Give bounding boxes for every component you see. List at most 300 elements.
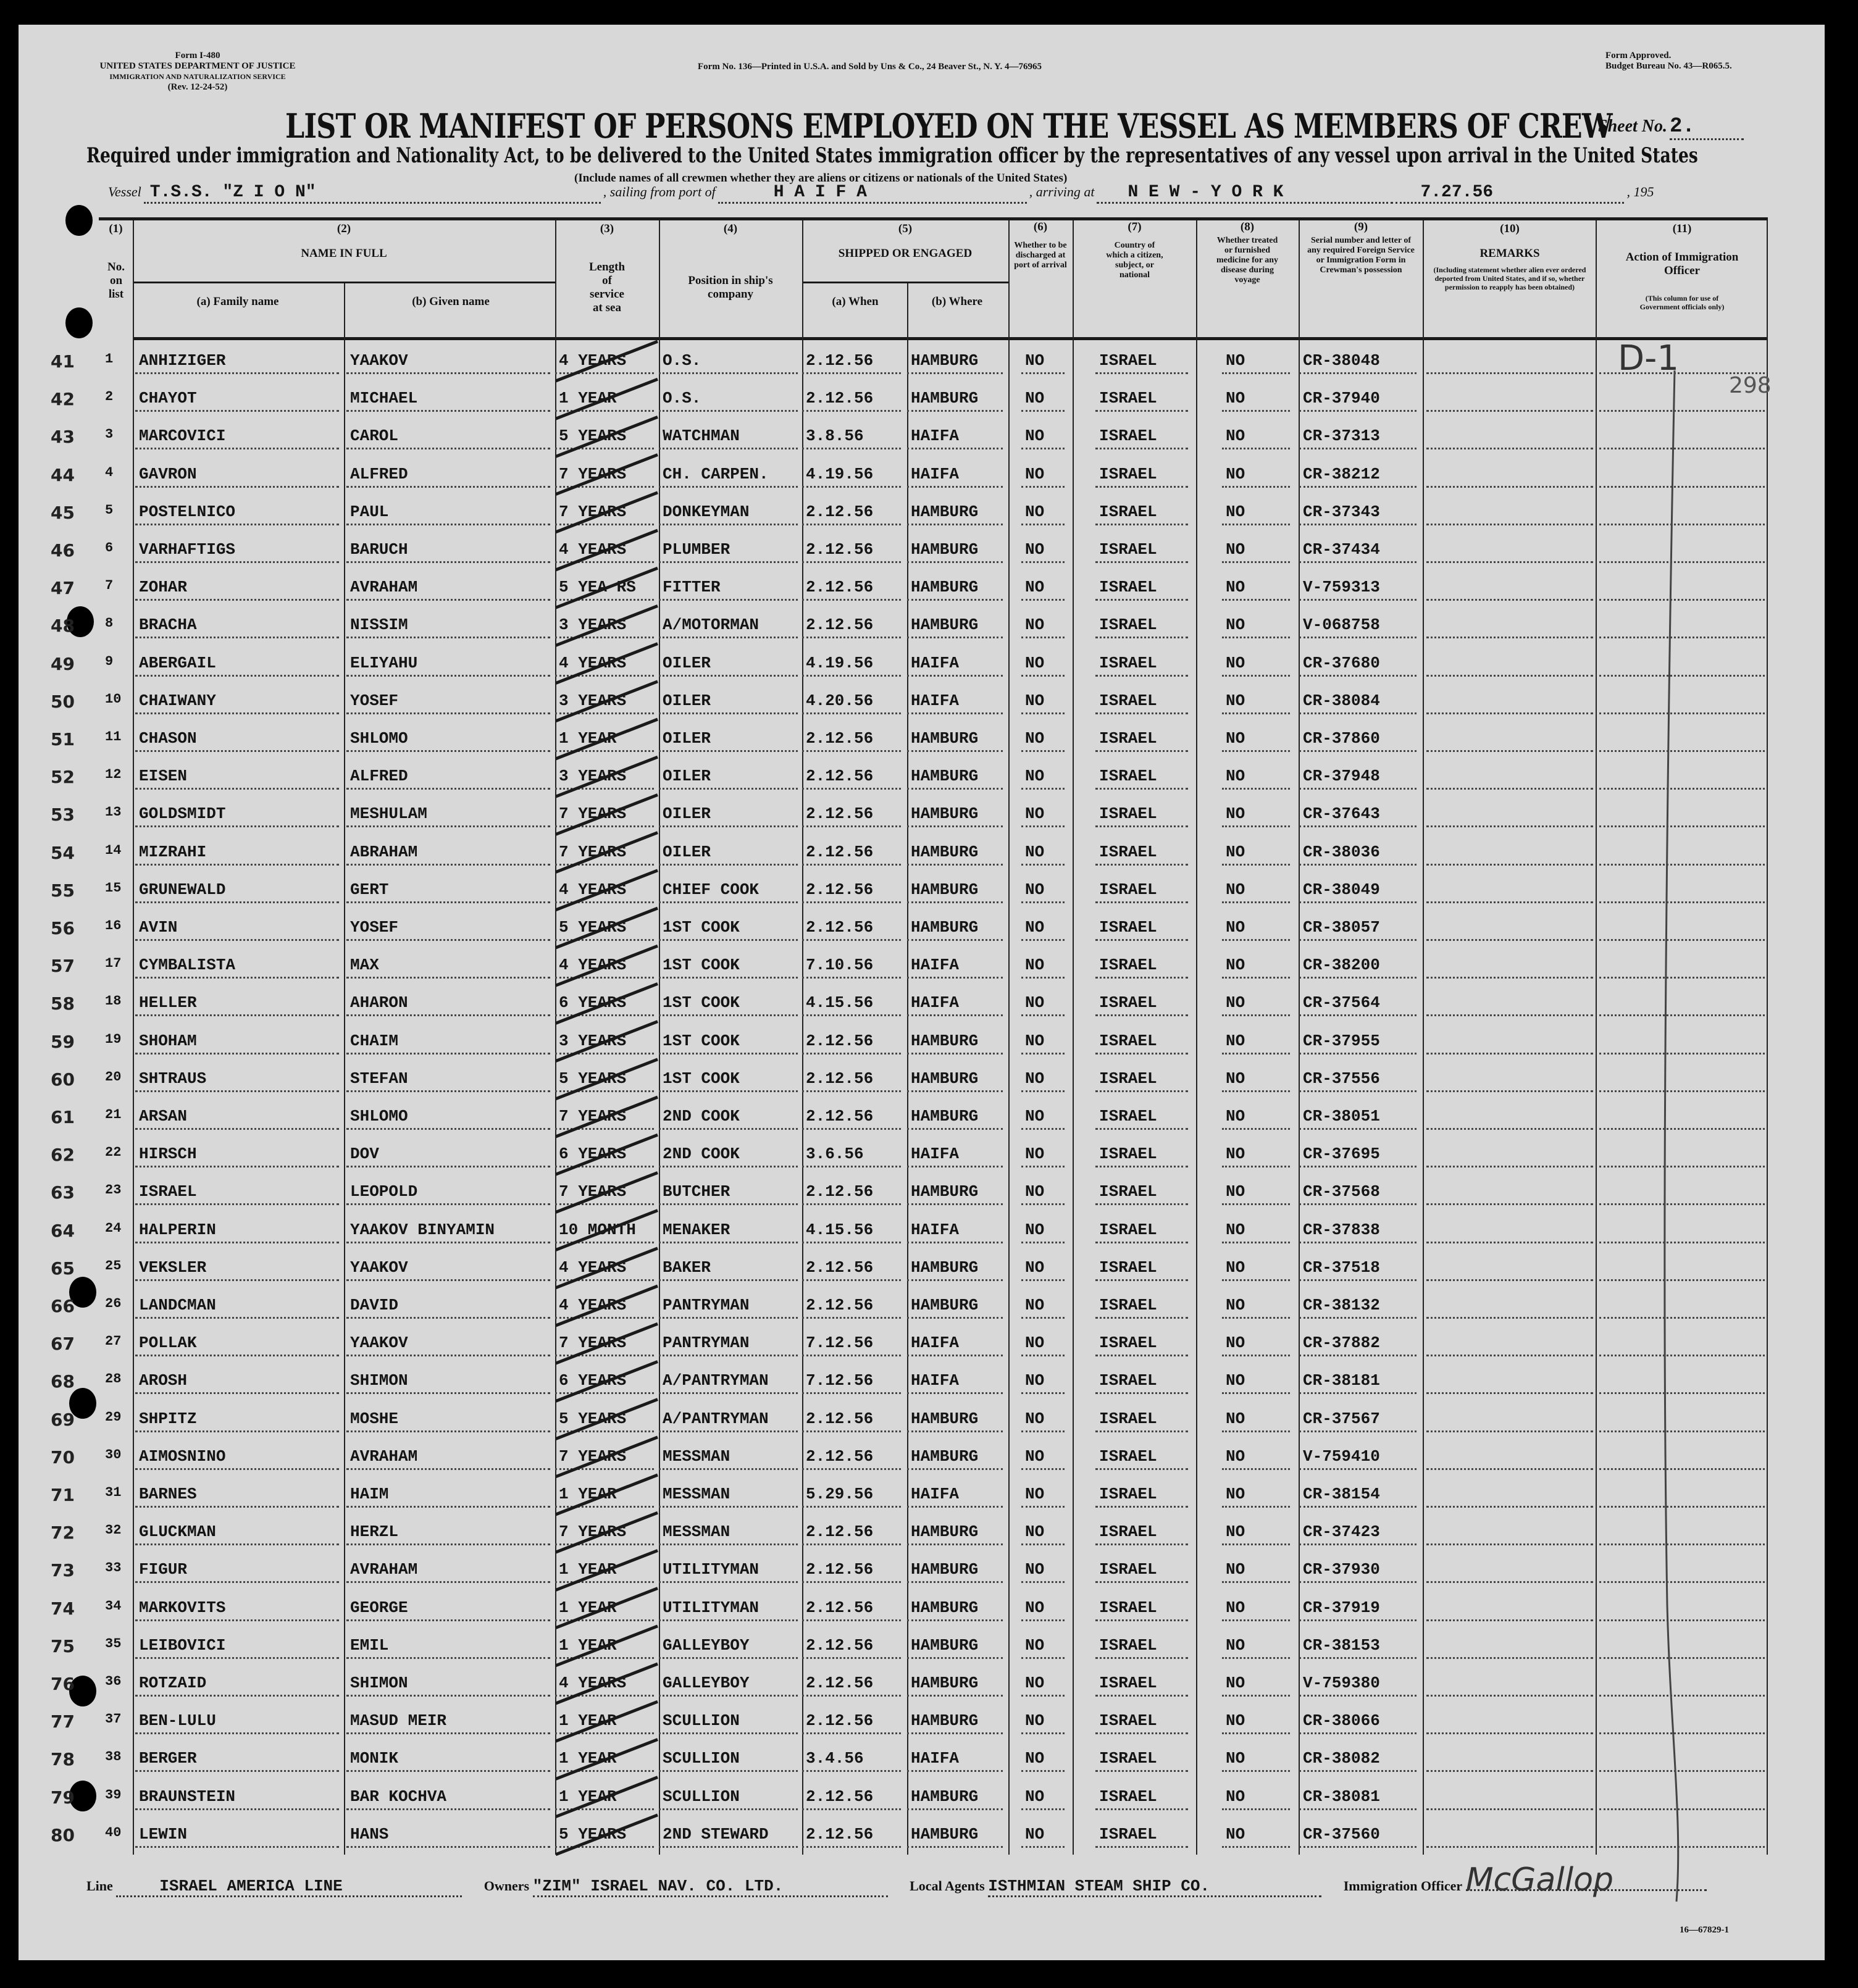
when-cell: 7.12.56 <box>806 1371 874 1390</box>
check-slash <box>556 530 658 570</box>
family-cell: HELLER <box>139 993 197 1013</box>
country-cell: ISRAEL <box>1099 691 1157 710</box>
position-cell: GALLEYBOY <box>663 1674 750 1692</box>
service-cell: 6 YEARS <box>559 1145 627 1164</box>
serial-cell: CR-38154 <box>1303 1485 1380 1503</box>
sequence-number: 62 <box>51 1145 75 1166</box>
country-cell: ISRAEL <box>1099 1824 1157 1844</box>
list-number: 37 <box>105 1711 122 1727</box>
check-slash <box>556 1324 658 1363</box>
when-cell: 2.12.56 <box>806 1069 874 1088</box>
check-slash <box>556 455 658 495</box>
country-cell: ISRAEL <box>1099 1560 1157 1579</box>
subtitle: Required under immigration and Nationality Act, to be delivered to the United States immigration officer by the representatives of any vessel upon arrival in the United States <box>86 143 1698 168</box>
medicine-cell: NO <box>1226 1334 1245 1353</box>
where-cell: HAMBURG <box>911 1635 979 1655</box>
departure-port: H A I F A <box>718 183 1027 204</box>
col10-header: (10) REMARKS (Including statement whether alien ever ordered deported from United States, and if so, whether permission to reapply has been obtained) <box>1424 222 1596 291</box>
check-slash <box>556 984 658 1023</box>
when-cell: 2.12.56 <box>806 1560 874 1579</box>
given-cell: MESHULAM <box>350 804 427 824</box>
when-cell: 2.12.56 <box>806 502 874 521</box>
serial-cell: CR-37518 <box>1303 1258 1380 1277</box>
owners-label: Owners <box>483 1878 530 1894</box>
list-number: 9 <box>105 653 114 669</box>
country-cell: ISRAEL <box>1099 1031 1157 1050</box>
position-cell: 2ND COOK <box>663 1107 740 1126</box>
check-slash <box>556 1172 658 1212</box>
list-number: 36 <box>105 1674 122 1689</box>
arrival-port: N E W - Y O R K <box>1097 183 1393 204</box>
sequence-number: 57 <box>51 956 75 977</box>
medicine-cell: NO <box>1226 1069 1245 1088</box>
where-cell: HAMBURG <box>911 502 979 521</box>
position-cell: 1ST COOK <box>663 1031 740 1050</box>
serial-cell: CR-37313 <box>1303 427 1380 446</box>
sequence-number: 79 <box>51 1787 75 1808</box>
serial-cell: V-759313 <box>1303 578 1380 597</box>
col4-header: (4) Position in ship's company <box>688 222 773 301</box>
when-cell: 2.12.56 <box>806 351 874 370</box>
discharged-cell: NO <box>1025 691 1045 710</box>
family-cell: BERGER <box>139 1749 197 1768</box>
when-cell: 2.12.56 <box>806 1031 874 1050</box>
position-cell: A/PANTRYMAN <box>663 1409 769 1428</box>
position-cell: SCULLION <box>663 1711 740 1731</box>
family-cell: ROTZAID <box>139 1674 207 1692</box>
country-cell: ISRAEL <box>1099 351 1157 370</box>
check-slash <box>556 1059 658 1099</box>
service-cell: 5 YEARS <box>559 427 627 446</box>
service-cell: 1 YEAR <box>559 1635 617 1655</box>
sailing-label: , sailing from port of <box>603 184 716 199</box>
col11-label: Action of Immigration Officer <box>1625 251 1739 277</box>
sequence-number: 43 <box>51 427 75 448</box>
family-cell: HALPERIN <box>139 1220 216 1239</box>
discharged-cell: NO <box>1025 502 1045 521</box>
when-cell: 2.12.56 <box>806 1598 874 1617</box>
discharged-cell: NO <box>1025 1258 1045 1277</box>
check-slash <box>556 1211 658 1250</box>
family-cell: GOLDSMIDT <box>139 804 226 824</box>
medicine-cell: NO <box>1226 653 1245 672</box>
col5-label: SHIPPED OR ENGAGED <box>838 247 973 260</box>
family-cell: EISEN <box>139 767 188 786</box>
where-cell: HAMBURG <box>911 804 979 824</box>
given-cell: MONIK <box>350 1749 399 1768</box>
col10-note: (Including statement whether alien ever ordered deported from United States, and if so, whether permission to reapply has been obtained) <box>1433 265 1586 291</box>
given-cell: MICHAEL <box>350 389 418 408</box>
serial-cell: CR-38084 <box>1303 691 1380 710</box>
when-cell: 7.10.56 <box>806 956 874 975</box>
when-cell: 2.12.56 <box>806 1824 874 1844</box>
family-cell: ISRAEL <box>139 1182 197 1201</box>
given-cell: AHARON <box>350 993 408 1013</box>
position-cell: MESSMAN <box>663 1522 730 1542</box>
discharged-cell: NO <box>1025 1674 1045 1692</box>
check-slash <box>556 1400 658 1439</box>
medicine-cell: NO <box>1226 1560 1245 1579</box>
sequence-number: 71 <box>51 1485 75 1505</box>
serial-cell: CR-38181 <box>1303 1371 1380 1390</box>
given-cell: AVRAHAM <box>350 1447 418 1466</box>
medicine-cell: NO <box>1226 1787 1245 1806</box>
when-cell: 2.12.56 <box>806 1674 874 1692</box>
family-cell: GAVRON <box>139 464 197 483</box>
when-cell: 2.12.56 <box>806 842 874 861</box>
given-cell: DAVID <box>350 1296 399 1314</box>
medicine-cell: NO <box>1226 767 1245 786</box>
service-cell: 7 YEARS <box>559 1182 627 1201</box>
check-slash <box>556 1626 658 1666</box>
col8-label: Whether treated or furnished medicine for any disease during voyage <box>1216 236 1279 285</box>
where-cell: HAIFA <box>911 1749 960 1768</box>
check-slash <box>556 1361 658 1401</box>
serial-cell: CR-37643 <box>1303 804 1380 824</box>
discharged-cell: NO <box>1025 1485 1045 1503</box>
country-cell: ISRAEL <box>1099 1749 1157 1768</box>
discharged-cell: NO <box>1025 918 1045 937</box>
year-label: , 195 <box>1626 184 1654 199</box>
where-cell: HAMBURG <box>911 1787 979 1806</box>
given-cell: SHIMON <box>350 1371 408 1390</box>
sequence-number: 45 <box>51 502 75 523</box>
position-cell: A/PANTRYMAN <box>663 1371 769 1390</box>
sequence-number: 46 <box>51 540 75 561</box>
arriving-label: , arriving at <box>1029 184 1095 199</box>
discharged-cell: NO <box>1025 1522 1045 1542</box>
col2a-header: (a) Family name <box>196 295 279 308</box>
serial-cell: V-759380 <box>1303 1674 1380 1692</box>
when-cell: 2.12.56 <box>806 540 874 559</box>
serial-cell: V-759410 <box>1303 1447 1380 1466</box>
when-cell: 2.12.56 <box>806 1296 874 1314</box>
country-cell: ISRAEL <box>1099 1485 1157 1503</box>
country-cell: ISRAEL <box>1099 1447 1157 1466</box>
service: IMMIGRATION AND NATURALIZATION SERVICE <box>109 72 286 81</box>
serial-cell: CR-38200 <box>1303 956 1380 975</box>
where-cell: HAMBURG <box>911 1447 979 1466</box>
discharged-cell: NO <box>1025 1182 1045 1201</box>
serial-cell: CR-38049 <box>1303 880 1380 899</box>
position-cell: DONKEYMAN <box>663 502 750 521</box>
col5-header: (5) SHIPPED OR ENGAGED <box>802 222 1008 261</box>
service-cell: 4 YEARS <box>559 540 627 559</box>
family-cell: CHAYOT <box>139 389 197 408</box>
sequence-number: 51 <box>51 729 75 750</box>
position-cell: A/MOTORMAN <box>663 616 760 635</box>
given-cell: SHLOMO <box>350 1107 408 1126</box>
check-slash <box>556 1248 658 1288</box>
position-cell: WATCHMAN <box>663 427 740 446</box>
where-cell: HAIFA <box>911 1220 960 1239</box>
given-cell: MOSHE <box>350 1409 399 1428</box>
check-slash <box>556 1664 658 1703</box>
service-cell: 1 YEAR <box>559 1560 617 1579</box>
officer-label: Immigration Officer <box>1343 1878 1463 1894</box>
vessel-label: Vessel <box>108 184 141 199</box>
service-cell: 10 MONTH <box>559 1220 636 1239</box>
medicine-cell: NO <box>1226 880 1245 899</box>
sheet-value: 2. <box>1670 115 1744 140</box>
medicine-cell: NO <box>1226 1296 1245 1314</box>
family-cell: BEN-LULU <box>139 1711 216 1731</box>
list-number: 34 <box>105 1598 122 1614</box>
given-cell: PAUL <box>350 502 389 521</box>
given-cell: YOSEF <box>350 691 399 710</box>
list-number: 12 <box>105 767 122 783</box>
position-cell: O.S. <box>663 351 701 370</box>
position-cell: UTILITYMAN <box>663 1560 760 1579</box>
given-cell: MASUD MEIR <box>350 1711 447 1731</box>
where-cell: HAIFA <box>911 1485 960 1503</box>
check-slash <box>556 1022 658 1061</box>
serial-cell: CR-37955 <box>1303 1031 1380 1050</box>
given-cell: DOV <box>350 1145 379 1164</box>
where-cell: HAMBURG <box>911 1674 979 1692</box>
given-cell: STEFAN <box>350 1069 408 1088</box>
discharged-cell: NO <box>1025 1220 1045 1239</box>
form-number: Form I-480 <box>175 51 220 61</box>
col3-label: Length of service at sea <box>588 261 626 314</box>
position-cell: MESSMAN <box>663 1447 730 1466</box>
where-cell: HAMBURG <box>911 1522 979 1542</box>
list-number: 19 <box>105 1031 122 1047</box>
list-number: 11 <box>105 729 122 745</box>
discharged-cell: NO <box>1025 1334 1045 1353</box>
when-cell: 2.12.56 <box>806 1182 874 1201</box>
country-cell: ISRAEL <box>1099 540 1157 559</box>
given-cell: YOSEF <box>350 918 399 937</box>
check-slash <box>556 1135 658 1174</box>
sequence-number: 66 <box>51 1296 75 1316</box>
country-cell: ISRAEL <box>1099 464 1157 483</box>
sequence-number: 60 <box>51 1069 75 1090</box>
sequence-number: 65 <box>51 1258 75 1279</box>
medicine-cell: NO <box>1226 502 1245 521</box>
list-number: 40 <box>105 1824 122 1840</box>
discharged-cell: NO <box>1025 1824 1045 1844</box>
sequence-number: 47 <box>51 578 75 599</box>
family-cell: POLLAK <box>139 1334 197 1353</box>
country-cell: ISRAEL <box>1099 729 1157 748</box>
list-number: 17 <box>105 956 122 972</box>
sequence-number: 54 <box>51 842 75 863</box>
where-cell: HAIFA <box>911 993 960 1013</box>
sequence-number: 74 <box>51 1598 75 1619</box>
sequence-number: 52 <box>51 767 75 788</box>
service-cell: 3 YEARS <box>559 691 627 710</box>
position-cell: 2ND COOK <box>663 1145 740 1164</box>
when-cell: 2.12.56 <box>806 389 874 408</box>
medicine-cell: NO <box>1226 1674 1245 1692</box>
position-cell: FITTER <box>663 578 721 597</box>
action-mark: D-1 <box>1618 338 1679 378</box>
family-cell: MARKOVITS <box>139 1598 226 1617</box>
position-cell: CH. CARPEN. <box>663 464 769 483</box>
sequence-number: 55 <box>51 880 75 901</box>
position-cell: 2ND STEWARD <box>663 1824 769 1844</box>
service-cell: 7 YEARS <box>559 842 627 861</box>
list-number: 30 <box>105 1447 122 1463</box>
country-cell: ISRAEL <box>1099 842 1157 861</box>
col2-header: (2) NAME IN FULL <box>133 222 555 261</box>
sequence-number: 78 <box>51 1749 75 1770</box>
when-cell: 4.20.56 <box>806 691 874 710</box>
service-cell: 3 YEARS <box>559 1031 627 1050</box>
list-number: 26 <box>105 1296 122 1311</box>
country-cell: ISRAEL <box>1099 1182 1157 1201</box>
where-cell: HAMBURG <box>911 578 979 597</box>
when-cell: 2.12.56 <box>806 729 874 748</box>
service-cell: 1 YEAR <box>559 1485 617 1503</box>
family-cell: BRACHA <box>139 616 197 635</box>
check-slash <box>556 1589 658 1628</box>
country-cell: ISRAEL <box>1099 1145 1157 1164</box>
serial-cell: CR-37564 <box>1303 993 1380 1013</box>
discharged-cell: NO <box>1025 427 1045 446</box>
medicine-cell: NO <box>1226 1145 1245 1164</box>
medicine-cell: NO <box>1226 1409 1245 1428</box>
discharged-cell: NO <box>1025 578 1045 597</box>
owners-name: "ZIM" ISRAEL NAV. CO. LTD. <box>533 1877 888 1897</box>
col11-header: (11) Action of Immigration Officer (This column for use of Government officials only) <box>1597 222 1767 311</box>
sequence-number: 44 <box>51 464 75 485</box>
sequence-number: 72 <box>51 1522 75 1543</box>
serial-cell: CR-37930 <box>1303 1560 1380 1579</box>
position-cell: 1ST COOK <box>663 956 740 975</box>
when-cell: 7.12.56 <box>806 1334 874 1353</box>
check-slash <box>556 682 658 721</box>
discharged-cell: NO <box>1025 1145 1045 1164</box>
discharged-cell: NO <box>1025 1711 1045 1731</box>
position-cell: UTILITYMAN <box>663 1598 760 1617</box>
discharged-cell: NO <box>1025 540 1045 559</box>
discharged-cell: NO <box>1025 993 1045 1013</box>
given-cell: EMIL <box>350 1635 389 1655</box>
country-cell: ISRAEL <box>1099 1371 1157 1390</box>
serial-cell: CR-37556 <box>1303 1069 1380 1088</box>
serial-cell: CR-37695 <box>1303 1145 1380 1164</box>
check-slash <box>556 1550 658 1590</box>
list-number: 39 <box>105 1787 122 1803</box>
discharged-cell: NO <box>1025 389 1045 408</box>
serial-cell: CR-38081 <box>1303 1787 1380 1806</box>
serial-cell: CR-37838 <box>1303 1220 1380 1239</box>
family-cell: MARCOVICI <box>139 427 226 446</box>
position-cell: PANTRYMAN <box>663 1334 750 1353</box>
medicine-cell: NO <box>1226 993 1245 1013</box>
serial-cell: CR-38051 <box>1303 1107 1380 1126</box>
family-cell: SHOHAM <box>139 1031 197 1050</box>
list-number: 5 <box>105 502 114 518</box>
when-cell: 2.12.56 <box>806 1787 874 1806</box>
given-cell: NISSIM <box>350 616 408 635</box>
country-cell: ISRAEL <box>1099 1334 1157 1353</box>
position-cell: BAKER <box>663 1258 711 1277</box>
col10-label: REMARKS <box>1479 247 1540 260</box>
list-number: 20 <box>105 1069 122 1085</box>
list-number: 4 <box>105 464 114 480</box>
medicine-cell: NO <box>1226 427 1245 446</box>
col2b-header: (b) Given name <box>412 295 490 308</box>
col9-label: Serial number and letter of any required Foreign Service or Immigration Form in Crewman's possession <box>1307 236 1415 275</box>
position-cell: SCULLION <box>663 1787 740 1806</box>
position-cell: SCULLION <box>663 1749 740 1768</box>
where-cell: HAMBURG <box>911 1258 979 1277</box>
given-cell: ELIYAHU <box>350 653 418 672</box>
country-cell: ISRAEL <box>1099 1787 1157 1806</box>
position-cell: OILER <box>663 691 711 710</box>
given-cell: CHAIM <box>350 1031 399 1050</box>
when-cell: 3.8.56 <box>806 427 864 446</box>
list-number: 27 <box>105 1334 122 1350</box>
when-cell: 3.6.56 <box>806 1145 864 1164</box>
sequence-number: 73 <box>51 1560 75 1581</box>
sequence-number: 69 <box>51 1409 75 1430</box>
service-cell: 1 YEAR <box>559 1598 617 1617</box>
list-number: 31 <box>105 1485 122 1500</box>
given-cell: HERZL <box>350 1522 399 1542</box>
col6-header: (6) Whether to be discharged at port of arrival <box>1010 222 1071 270</box>
serial-cell: CR-37940 <box>1303 389 1380 408</box>
sequence-number: 53 <box>51 804 75 825</box>
where-cell: HAMBURG <box>911 767 979 786</box>
family-cell: CHASON <box>139 729 197 748</box>
given-cell: ABRAHAM <box>350 842 418 861</box>
when-cell: 2.12.56 <box>806 1522 874 1542</box>
country-cell: ISRAEL <box>1099 502 1157 521</box>
when-cell: 2.12.56 <box>806 880 874 899</box>
family-cell: FIGUR <box>139 1560 188 1579</box>
sequence-number: 50 <box>51 691 75 712</box>
where-cell: HAIFA <box>911 427 960 446</box>
discharged-cell: NO <box>1025 1371 1045 1390</box>
service-cell: 1 YEAR <box>559 389 617 408</box>
given-cell: GEORGE <box>350 1598 408 1617</box>
country-cell: ISRAEL <box>1099 1220 1157 1239</box>
when-cell: 3.4.56 <box>806 1749 864 1768</box>
discharged-cell: NO <box>1025 464 1045 483</box>
service-cell: 4 YEARS <box>559 1674 627 1692</box>
service-cell: 5 YEARS <box>559 1824 627 1844</box>
where-cell: HAMBURG <box>911 880 979 899</box>
discharged-cell: NO <box>1025 1749 1045 1768</box>
medicine-cell: NO <box>1226 1824 1245 1844</box>
medicine-cell: NO <box>1226 918 1245 937</box>
where-cell: HAMBURG <box>911 842 979 861</box>
discharged-cell: NO <box>1025 616 1045 635</box>
list-number: 23 <box>105 1182 122 1198</box>
medicine-cell: NO <box>1226 1220 1245 1239</box>
serial-cell: V-068758 <box>1303 616 1380 635</box>
family-cell: LEWIN <box>139 1824 188 1844</box>
given-cell: BARUCH <box>350 540 408 559</box>
when-cell: 2.12.56 <box>806 1258 874 1277</box>
discharged-cell: NO <box>1025 653 1045 672</box>
list-number: 16 <box>105 918 122 933</box>
list-number: 25 <box>105 1258 122 1274</box>
discharged-cell: NO <box>1025 1031 1045 1050</box>
check-slash <box>556 341 658 381</box>
check-slash <box>556 1702 658 1741</box>
sequence-number: 67 <box>51 1334 75 1355</box>
serial-cell: CR-37568 <box>1303 1182 1380 1201</box>
serial-cell: CR-38057 <box>1303 918 1380 937</box>
position-cell: 1ST COOK <box>663 918 740 937</box>
country-cell: ISRAEL <box>1099 880 1157 899</box>
arrival-date: 7.27.56 <box>1396 183 1624 204</box>
